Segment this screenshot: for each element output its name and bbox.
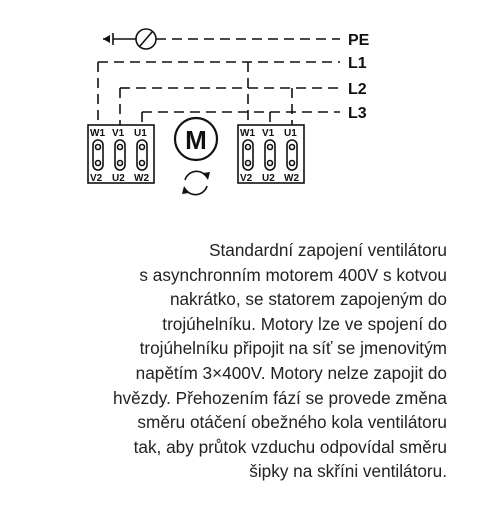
earth-icon (136, 29, 156, 49)
description-line: trojúhelníku připojit na síť se jmenovitým (139, 338, 447, 359)
terminal-block-left (88, 125, 154, 184)
terminal-label: U2 (262, 173, 275, 184)
pe-line (103, 29, 340, 49)
terminal-label: V2 (240, 173, 253, 184)
l3-line (142, 112, 340, 125)
l1-line (98, 62, 340, 125)
terminal-link (137, 140, 147, 170)
terminal-link (287, 140, 297, 170)
terminal-label: U2 (112, 173, 125, 184)
description-line: s asynchronním motorem 400V s kotvou (139, 264, 447, 285)
terminal-label: W2 (284, 173, 299, 184)
terminal-label: U1 (284, 128, 297, 139)
line-label-l3: L3 (348, 105, 367, 122)
l2-line (120, 88, 340, 125)
motor-label: M (185, 125, 207, 155)
terminal-label: W1 (90, 128, 105, 139)
terminal-link (93, 140, 103, 170)
description-line: směru otáčení obežného kola ventilátoru (137, 412, 447, 433)
line-label-pe: PE (348, 32, 370, 49)
rotation-arrows-icon (182, 171, 210, 194)
motor-icon (175, 118, 217, 160)
line-label-l1: L1 (348, 55, 367, 72)
line-label-l2: L2 (348, 81, 367, 98)
description-line: nakrátko, se statorem zapojeným do (169, 289, 447, 310)
terminal-label: W2 (134, 173, 149, 184)
terminal-link (243, 140, 253, 170)
terminal-label: V1 (112, 128, 125, 139)
terminal-label: U1 (134, 128, 147, 139)
terminal-block-right (238, 125, 304, 184)
terminal-link (265, 140, 275, 170)
description-line: tak, aby průtok vzduchu odpovídal směru (133, 436, 447, 457)
description-line: trojúhelníku. Motory lze ve spojení do (162, 313, 447, 334)
wiring-diagram (0, 0, 479, 210)
description-line: šipky na skříni ventilátoru. (249, 461, 447, 482)
terminal-label: V1 (262, 128, 275, 139)
terminal-label: V2 (90, 173, 103, 184)
terminal-label: W1 (240, 128, 255, 139)
description-line: hvězdy. Přehozením fází se provede změna (112, 387, 447, 408)
description-line: napětím 3×400V. Motory nelze zapojit do (135, 362, 447, 383)
description-line: Standardní zapojení ventilátoru (209, 240, 447, 260)
terminal-link (115, 140, 125, 170)
description-text (10, 238, 447, 484)
